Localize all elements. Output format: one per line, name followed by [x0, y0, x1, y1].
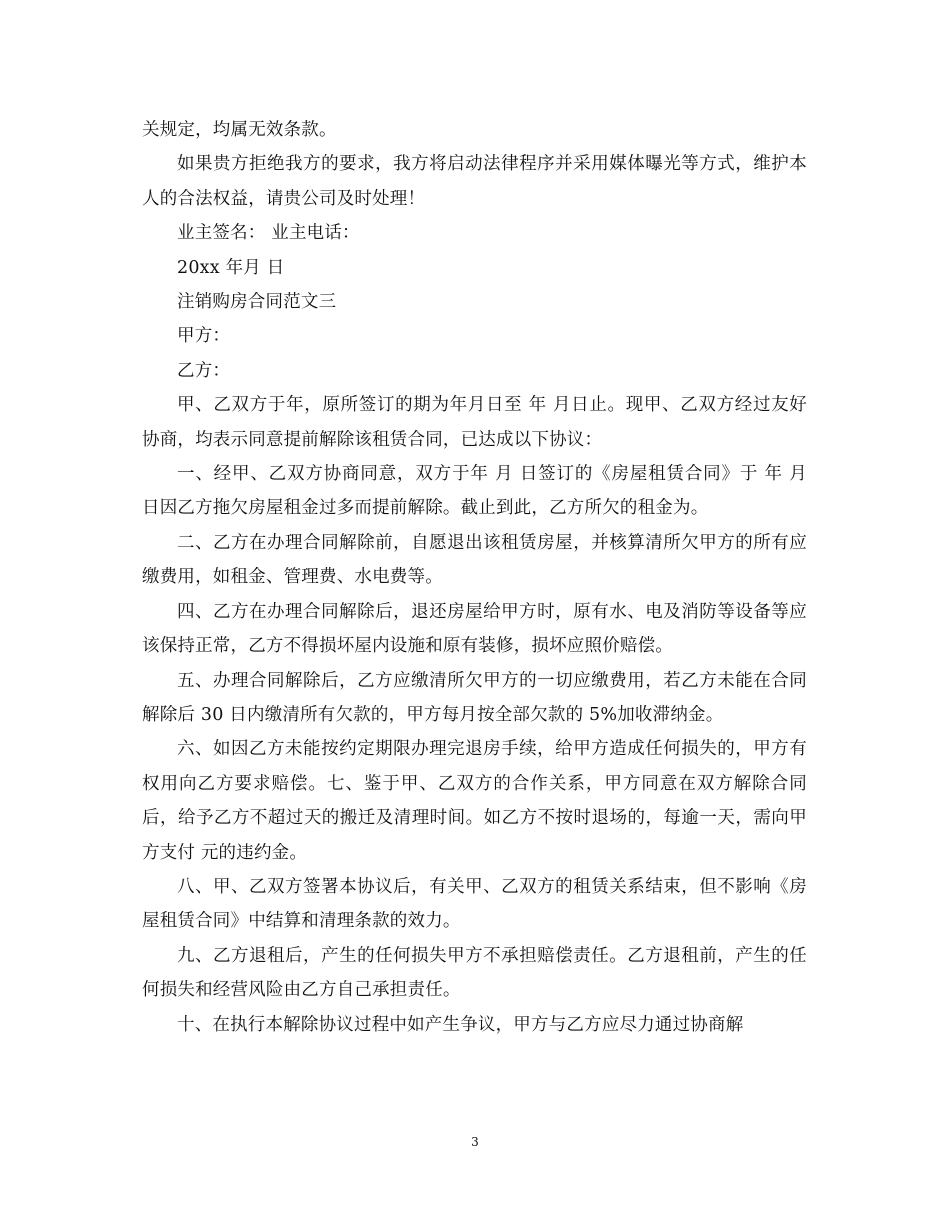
clause-5: 五、办理合同解除后，乙方应缴清所欠甲方的一切应缴费用，若乙方未能在合同解除后 30 日内缴清所有欠款的，甲方每月按全部欠款的 5%加收滞纳金。	[142, 670, 807, 725]
paragraph-demand: 如果贵方拒绝我方的要求，我方将启动法律程序并采用媒体曝光等方式，维护本人的合法权益，请贵公司及时处理！	[142, 154, 807, 209]
clause-8: 八、甲、乙双方签署本协议后，有关甲、乙双方的租赁关系结束，但不影响《房屋租赁合同》中结算和清理条款的效力。	[142, 876, 807, 932]
party-b-line: 乙方：	[177, 360, 231, 381]
paragraph-continuation: 关规定，均属无效条款。	[142, 120, 337, 140]
paragraph-intro: 甲、乙双方于年，原所签订的期为年月日至 年 月日止。现甲、乙双方经过友好协商，均表示同意提前解除该租赁合同，已达成以下协议：	[142, 395, 807, 450]
clause-4: 四、乙方在办理合同解除后，退还房屋给甲方时，原有水、电及消防等设备等应该保持正常，乙方不得损坏屋内设施和原有装修，损坏应照价赔偿。	[142, 601, 807, 657]
party-a-line: 甲方：	[177, 326, 231, 347]
clause-10: 十、在执行本解除协议过程中如产生争议，甲方与乙方应尽力通过协商解	[177, 1014, 744, 1035]
clause-9: 九、乙方退租后，产生的任何损失甲方不承担赔偿责任。乙方退租前，产生的任何损失和经营风险由乙方自己承担责任。	[142, 945, 807, 1001]
clause-2: 二、乙方在办理合同解除前，自愿退出该租赁房屋，并核算清所欠甲方的所有应缴费用，如租金、管理费、水电费等。	[142, 532, 807, 588]
page-number: 3	[471, 1135, 479, 1149]
date-line: 20xx 年月 日	[177, 257, 285, 278]
section-title: 注销购房合同范文三	[177, 292, 337, 313]
clause-6-7: 六、如因乙方未能按约定期限办理完退房手续，给甲方造成任何损失的，甲方有权用向乙方要求赔偿。七、鉴于甲、乙双方的合作关系，甲方同意在双方解除合同后，给予乙方不超过天的搬迁及清理时间。如乙方不按时退场的，每逾一天，需向甲方支付 元的违约金。	[142, 739, 807, 863]
document-body	[142, 113, 807, 1042]
owner-signature-line: 业主签名： 业主电话：	[177, 223, 360, 244]
clause-1: 一、经甲、乙双方协商同意，双方于年 月 日签订的《房屋租赁合同》于 年 月 日因乙方拖欠房屋租金过多而提前解除。截止到此，乙方所欠的租金为。	[142, 464, 807, 519]
